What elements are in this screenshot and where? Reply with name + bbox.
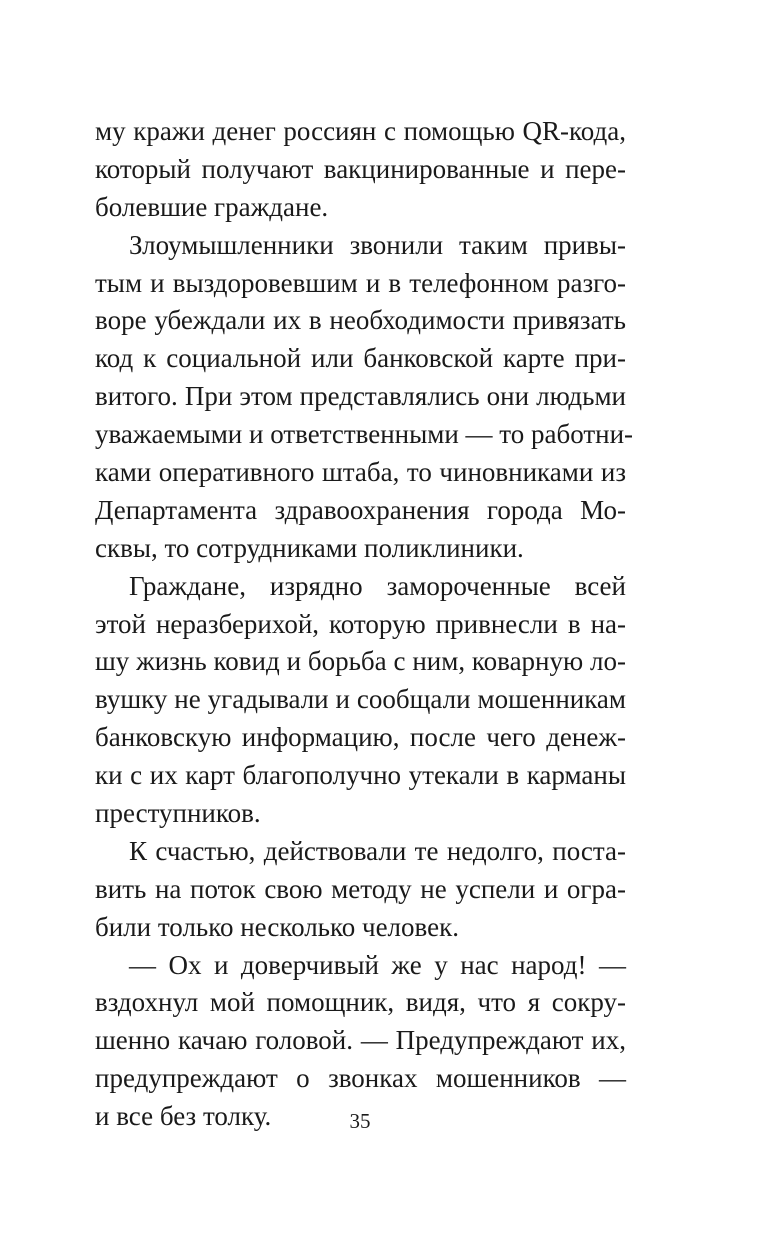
text-line: этой неразберихой, которую привнесли в на- [95, 608, 626, 639]
text-line: му кражи денег россиян с помощью QR-кода, [95, 116, 626, 146]
text-line: и все без толку. [95, 1101, 272, 1132]
text-line: тым и выздоровевшим и в телефонном разго- [95, 267, 626, 298]
text-line: били только несколько человек. [95, 911, 459, 942]
text-line: болевшие граждане. [95, 191, 329, 222]
text-line: воре убеждали их в необходимости привязать [95, 305, 626, 336]
text-line: вить на поток свою методу не успели и огра- [95, 873, 626, 904]
page-number: 35 [349, 1109, 371, 1133]
text-line: ками оперативного штаба, то чиновниками из [95, 457, 626, 488]
text-line: преступников. [95, 798, 261, 829]
text-line: сквы, то сотрудниками поликлиники. [95, 532, 524, 563]
text-line: уважаемыми и ответственными — то работни- [95, 419, 634, 450]
paragraph-first-line: Граждане, изрядно замороченные всей [129, 570, 626, 601]
text-line: шу жизнь ковид и борьба с ним, коварную ло- [95, 646, 626, 677]
paragraph-first-line: — Ох и доверчивый же у нас народ! — [129, 949, 626, 980]
body-text [95, 113, 634, 1136]
text-line: вушку не угадывали и сообщали мошенникам [95, 684, 626, 715]
text-line: шенно качаю головой. — Предупреждают их, [95, 1025, 626, 1056]
paragraph-first-line: Злоумышленники звонили таким привы- [129, 229, 626, 260]
text-line: который получают вакцинированные и пере- [95, 153, 626, 184]
text-line: витого. При этом представлялись они людьми [95, 381, 626, 412]
text-line: Департамента здравоохранения города Мо- [95, 494, 626, 525]
text-line: ки с их карт благополучно утекали в карманы [95, 760, 626, 791]
text-line: вздохнул мой помощник, видя, что я сокру- [95, 987, 626, 1018]
text-line: предупреждают о звонках мошенников — [95, 1063, 626, 1094]
paragraph-first-line: К счастью, действовали те недолго, поста- [129, 835, 626, 866]
text-line: банковскую информацию, после чего денеж- [95, 722, 626, 753]
text-line: код к социальной или банковской карте при- [95, 343, 626, 374]
